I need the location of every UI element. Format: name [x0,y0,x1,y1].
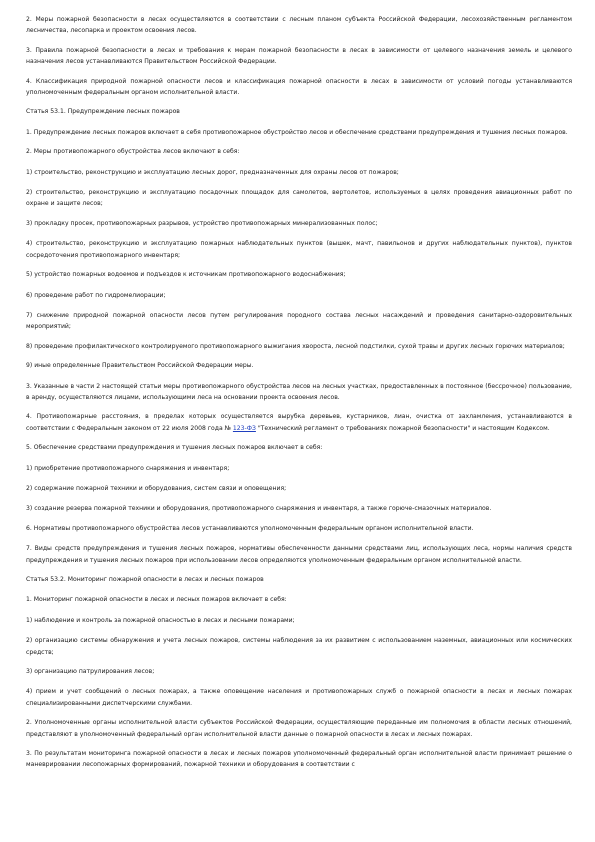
paragraph: 6. Нормативы противопожарного обустройства лесов устанавливаются уполномоченным федеральным органом исполнительной власти. [26,524,474,532]
list-item: 2) строительство, реконструкцию и эксплуатацию посадочных площадок для самолетов, вертолетов, используемых в целях проведения авиационных работ по охране и защите лесов; [26,189,572,208]
list-item: 1) наблюдение и контроль за пожарной опасностью в лесах и лесными пожарами; [26,616,295,624]
paragraph: 4. Классификация природной пожарной опасности лесов и классификация пожарной опасности в лесах в зависимости от условий погоды устанавливаются уполномоченным федеральным органом исполнительной власти. [26,77,572,97]
article-heading: Статья 53.1. Предупреждение лесных пожаров [26,108,180,116]
list-item: 8) проведение профилактического контролируемого противопожарного выжигания хвороста, лесной подстилки, сухой травы и других лесных горючих материалов; [26,342,565,350]
list-item: 4) прием и учет сообщений о лесных пожарах, а также оповещение населения и противопожарных служб о пожарной опасности в лесах и лесных пожарах специализированными диспетчерскими службами. [26,688,572,707]
list-item: 1) приобретение противопожарного снаряжения и инвентаря; [26,464,230,472]
paragraph: 3. По результатам мониторинга пожарной опасности в лесах и лесных пожаров уполномоченный федеральный орган исполнительной власти принимает решение о маневрировании лесопожарных формирований, пожарной техники и оборудования в соответствии с [26,750,572,769]
list-item: 6) проведение работ по гидромелиорации; [26,291,166,299]
list-item: 9) иные определенные Правительством Российской Федерации меры. [26,362,254,370]
list-item: 2) организацию системы обнаружения и учета лесных пожаров, системы наблюдения за их развитием с использованием наземных, авиационных или космических средств; [26,637,572,656]
paragraph-text: 4. Противопожарные расстояния, в пределах которых осуществляется вырубка деревьев, кустарников, лиан, очистка от захламления, устанавливаются в соответствии с Федеральным законом от 22 июля 2008 года № [26,413,572,432]
paragraph [26,411,572,434]
list-item: 1) строительство, реконструкцию и эксплуатацию лесных дорог, предназначенных для охраны лесов от пожаров; [26,168,399,176]
paragraph: 5. Обеспечение средствами предупреждения и тушения лесных пожаров включает в себя: [26,444,323,452]
list-item: 2) содержание пожарной техники и оборудования, систем связи и оповещения; [26,484,287,492]
paragraph: 3. Правила пожарной безопасности в лесах и требования к мерам пожарной безопасности в лесах в зависимости от целевого назначения земель и целевого назначения лесов устанавливаются Правительством Российской Федерации. [26,46,572,66]
paragraph: 3. Указанные в части 2 настоящей статьи меры противопожарного обустройства лесов на лесных участках, предоставленных в постоянное (бессрочное) пользование, в аренду, осуществляются лицами, использующими леса на основании проекта освоения лесов. [26,382,572,401]
article-heading: Статья 53.2. Мониторинг пожарной опасности в лесах и лесных пожаров [26,576,264,583]
list-item: 5) устройство пожарных водоемов и подъездов к источникам противопожарного водоснабжения; [26,271,346,279]
paragraph: 2. Меры противопожарного обустройства лесов включают в себя: [26,148,240,156]
document-page [26,14,572,779]
list-item: 7) снижение природной пожарной опасности лесов путем регулирования породного состава лесных насаждений и проведения санитарно-оздоровительных мероприятий; [26,311,572,331]
paragraph: 2. Меры пожарной безопасности в лесах осуществляются в соответствии с лесным планом субъекта Российской Федерации, лесохозяйственным регламентом лесничества, лесопарка и проектом освоения лесов. [26,16,572,35]
list-item: 3) организацию патрулирования лесов; [26,668,155,676]
list-item: 3) создание резерва пожарной техники и оборудования, противопожарного снаряжения и инвентаря, а также горюче-смазочных материалов. [26,505,492,513]
paragraph: 1. Предупреждение лесных пожаров включает в себя противопожарное обустройство лесов и обеспечение средствами предупреждения и тушения лесных пожаров. [26,128,568,136]
law-link[interactable]: 123-ФЗ [232,424,256,432]
paragraph: 7. Виды средств предупреждения и тушения лесных пожаров, нормативы обеспеченности данными средствами лиц, использующих леса, нормы наличия средств предупреждения и тушения лесных пожаров при использовании лесов определяются уполномоченным федеральным органом исполнительной власти. [26,545,572,564]
paragraph-text: "Технический регламент о требованиях пожарной безопасности" и настоящим Кодексом. [255,424,550,432]
list-item: 4) строительство, реконструкцию и эксплуатацию пожарных наблюдательных пунктов (вышек, мачт, павильонов и других наблюдательных пунктов), пунктов сосредоточения противопожарного инвентаря; [26,240,572,259]
list-item: 3) прокладку просек, противопожарных разрывов, устройство противопожарных минерализованных полос; [26,219,378,227]
paragraph: 1. Мониторинг пожарной опасности в лесах и лесных пожаров включает в себя: [26,596,287,604]
paragraph: 2. Уполномоченные органы исполнительной власти субъектов Российской Федерации, осуществляющие переданные им полномочия в области лесных отношений, представляют в уполномоченный федеральный орган исполнительной власти данные о пожарной опасности в лесах и лесных пожарах. [26,719,572,738]
